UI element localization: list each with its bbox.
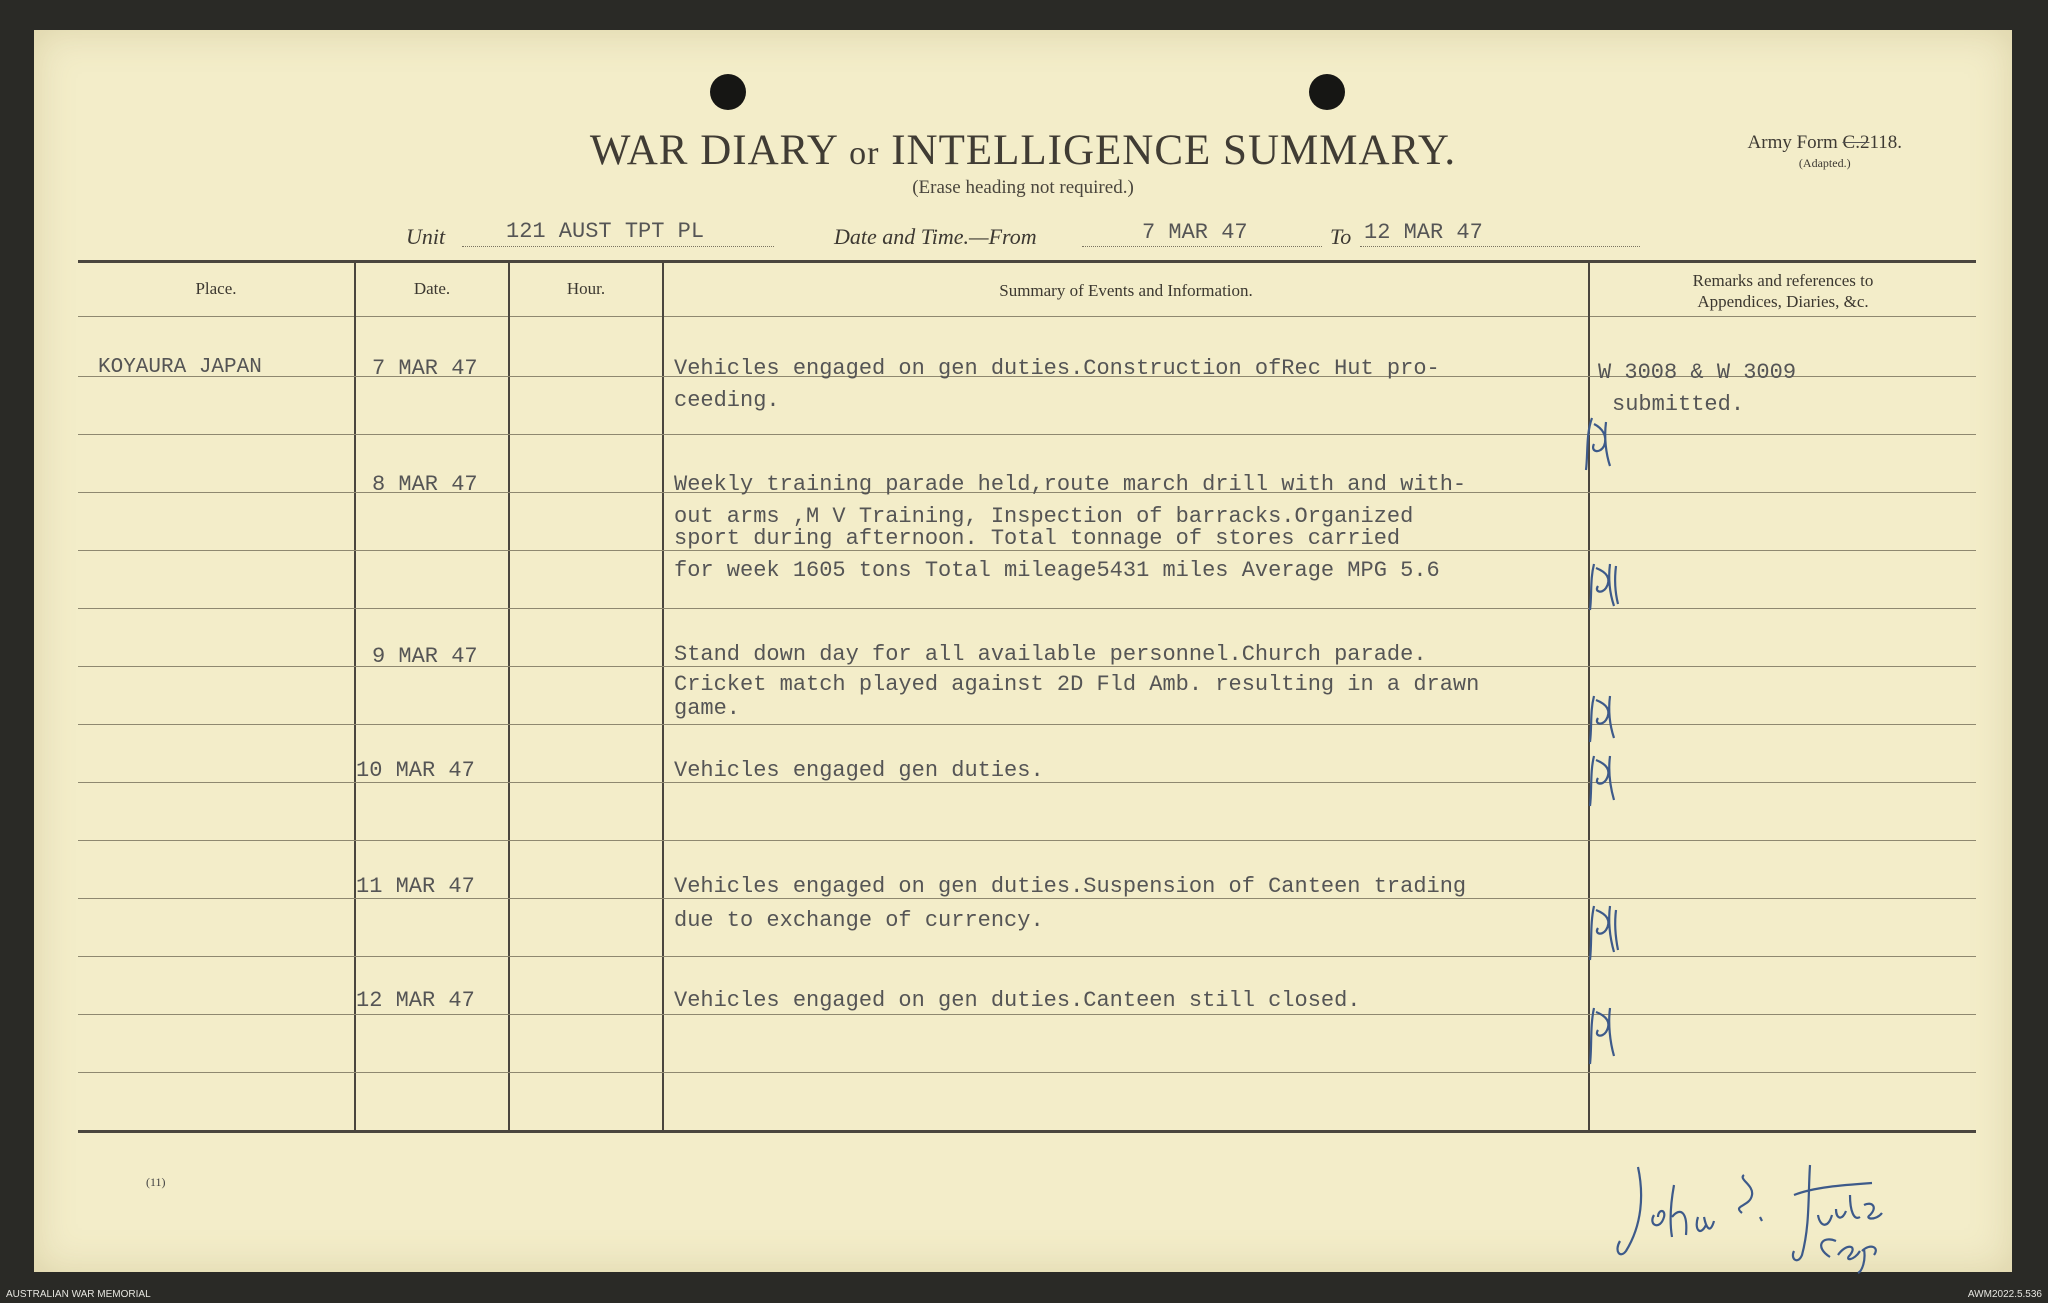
header-rule — [78, 316, 1976, 317]
entry-date: 8 MAR 47 — [372, 472, 478, 497]
entry-text: sport during afternoon. Total tonnage of stores carried — [674, 526, 1401, 551]
diary-sheet — [34, 30, 2012, 1272]
entry-text: Stand down day for all available personnel.Church parade. — [674, 642, 1427, 667]
ruled-line — [78, 1072, 1976, 1073]
unit-line — [462, 246, 774, 247]
table-bottom-rule — [78, 1130, 1976, 1133]
handwritten-initials — [1580, 414, 1620, 474]
column-header-summary: Summary of Events and Information. — [999, 281, 1253, 300]
punch-hole — [1309, 74, 1345, 110]
punch-hole — [710, 74, 746, 110]
army-form-struck: C.2 — [1842, 132, 1870, 153]
remarks-header-line-1: Remarks and references to — [1692, 271, 1874, 290]
entry-text: Vehicles engaged on gen duties.Suspension of Canteen trading — [674, 874, 1467, 899]
column-header-date: Date. — [413, 279, 451, 298]
handwritten-initials — [1584, 558, 1624, 614]
entry-text: ceeding. — [674, 388, 780, 413]
ruled-line — [78, 956, 1976, 957]
ruled-line — [78, 1014, 1976, 1015]
entry-text: game. — [674, 696, 741, 721]
handwritten-signature — [1614, 1155, 1894, 1275]
entry-text: Vehicles engaged on gen duties.Construction ofRec Hut pro- — [674, 356, 1440, 381]
column-header-place: Place. — [195, 279, 237, 298]
ruled-line — [78, 724, 1976, 725]
handwritten-initials — [1584, 750, 1624, 810]
date-time-label: Date and Time.—From — [834, 224, 1037, 249]
entry-text: out arms ,M V Training, Inspection of barracks.Organized — [674, 504, 1414, 529]
archive-name: AUSTRALIAN WAR MEMORIAL — [6, 1289, 151, 1300]
entry-date: 12 MAR 47 — [356, 988, 475, 1013]
title-or: or — [849, 135, 880, 172]
to-label: To — [1330, 224, 1352, 249]
handwritten-initials — [1584, 1002, 1624, 1068]
entry-text: due to exchange of currency. — [674, 908, 1044, 933]
ruled-line — [78, 434, 1976, 435]
entry-date: 9 MAR 47 — [372, 644, 478, 669]
entry-text: for week 1605 tons Total mileage5431 miles Average MPG 5.6 — [674, 558, 1440, 583]
entry-date: 7 MAR 47 — [372, 356, 478, 381]
entry-date: 11 MAR 47 — [356, 874, 475, 899]
form-footnote: (11) — [146, 1175, 166, 1189]
entry-text: Vehicles engaged gen duties. — [674, 758, 1044, 783]
remarks-header-line-2: Appendices, Diaries, &c. — [1697, 292, 1869, 311]
army-form-adapted: (Adapted.) — [1798, 156, 1851, 170]
entry-remark: submitted. — [1612, 392, 1745, 417]
army-form-suffix: 118. — [1869, 132, 1902, 153]
unit-label: Unit — [406, 224, 446, 249]
entry-place: KOYAURA JAPAN — [98, 356, 262, 379]
from-value: 7 MAR 47 — [1142, 220, 1248, 245]
column-divider — [662, 262, 664, 1130]
to-line — [1360, 246, 1640, 247]
archive-reference: AWM2022.5.536 — [1967, 1289, 2042, 1300]
to-value: 12 MAR 47 — [1364, 220, 1483, 245]
ruled-line — [78, 608, 1976, 609]
title-main: WAR DIARY — [589, 127, 838, 174]
entry-text: Cricket match played against 2D Fld Amb. resulting in a drawn — [674, 672, 1480, 697]
handwritten-initials — [1584, 900, 1624, 964]
unit-value: 121 AUST TPT PL — [506, 219, 705, 244]
archive-footer — [0, 1286, 2048, 1303]
form-subtitle: (Erase heading not required.) — [912, 177, 1134, 198]
ruled-line — [78, 840, 1976, 841]
column-divider — [508, 262, 510, 1130]
entry-text: Weekly training parade held,route march drill with and with- — [674, 472, 1467, 497]
from-line — [1082, 246, 1322, 247]
title-rest: INTELLIGENCE SUMMARY. — [891, 127, 1457, 174]
entry-text: Vehicles engaged on gen duties.Canteen still closed. — [674, 988, 1361, 1013]
army-form-number — [1748, 132, 1902, 171]
handwritten-initials — [1584, 690, 1624, 746]
entry-date: 10 MAR 47 — [356, 758, 475, 783]
column-header-remarks — [1590, 270, 1976, 312]
column-header-hour: Hour. — [566, 279, 606, 298]
table-top-rule — [78, 260, 1976, 263]
form-title — [34, 126, 2012, 175]
army-form-prefix: Army Form — [1747, 132, 1843, 153]
entry-remark: W 3008 & W 3009 — [1598, 360, 1797, 385]
